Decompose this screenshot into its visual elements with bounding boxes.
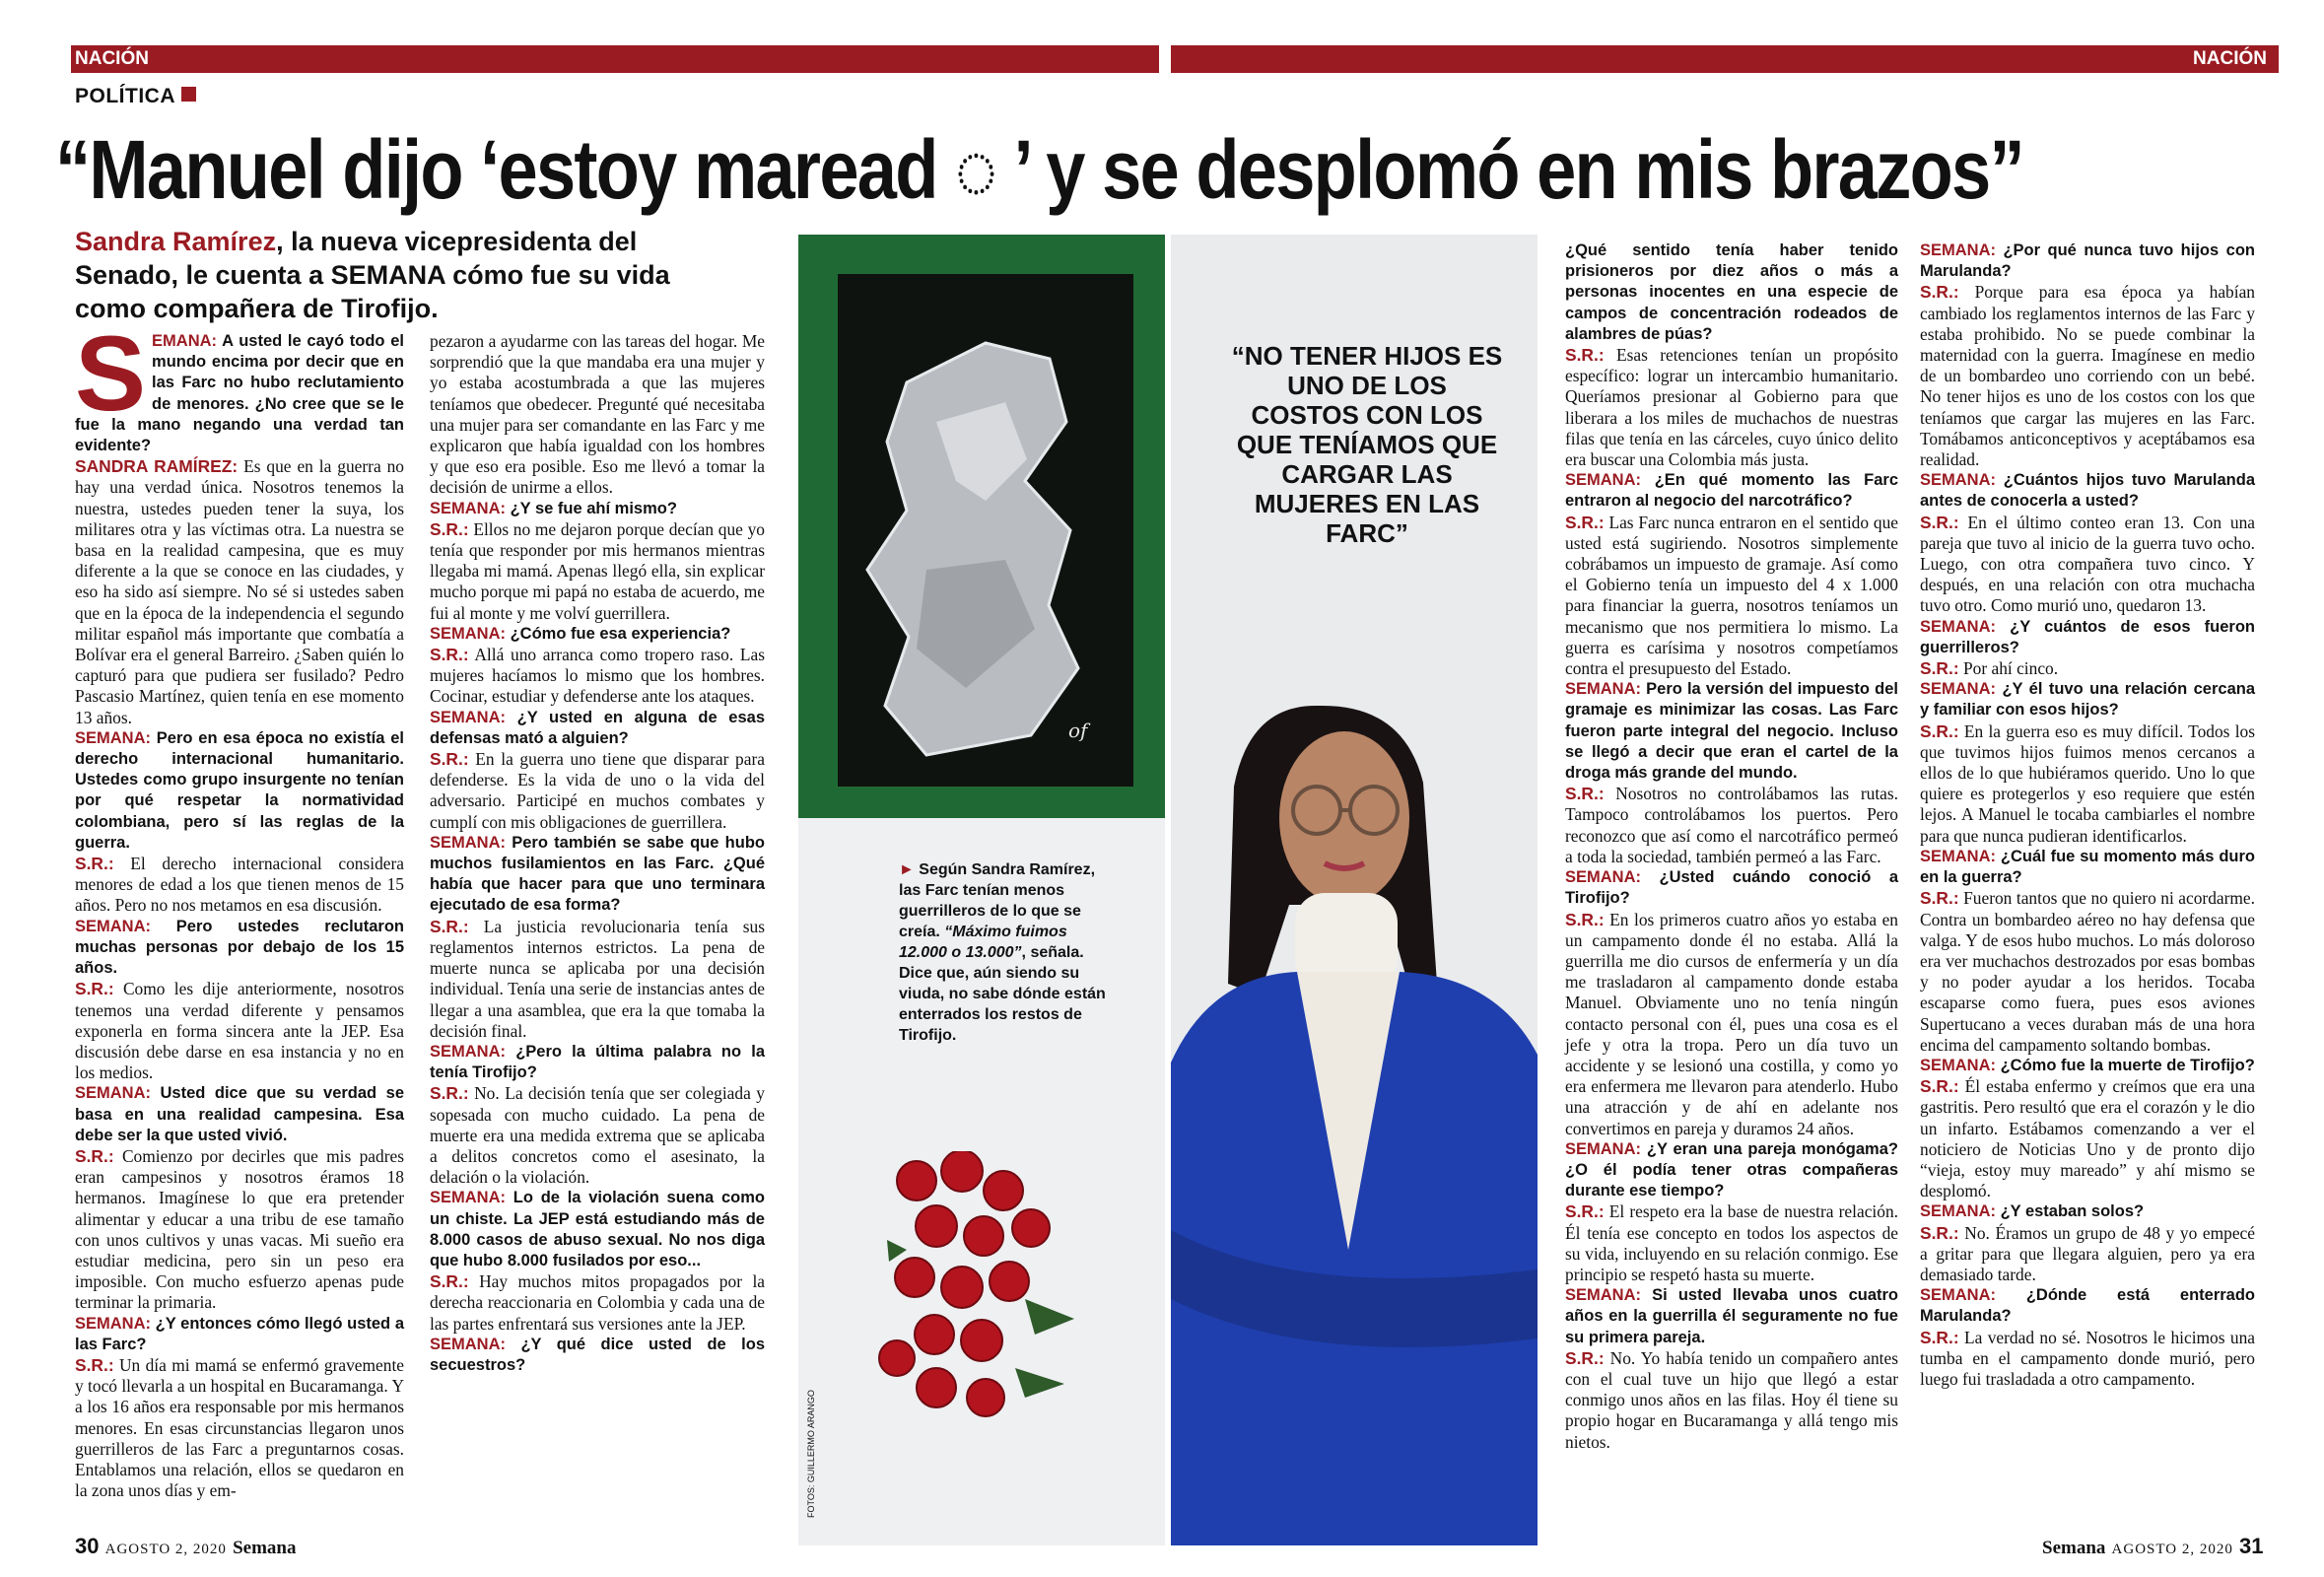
question-paragraph — [1565, 867, 1898, 909]
question-paragraph — [430, 499, 765, 519]
question-paragraph — [1565, 679, 1898, 784]
paragraph-text: No. Yo había tenido un compañero antes con el cual tuve un hijo que llegó a estar conmigo unos años en las filas. Hoy él tiene su propio hogar en Bucaramanga y allá tengo mis nietos. — [1565, 1347, 1898, 1452]
speaker-label: S.R.: — [1565, 512, 1605, 532]
speaker-label: S.R.: — [430, 645, 469, 665]
speaker-label: SEMANA: — [1565, 1139, 1641, 1158]
speaker-label: SEMANA: — [430, 624, 506, 643]
question-paragraph — [430, 708, 765, 749]
paragraph-text: ¿Y usted en alguna de esas defensas mató a alguien? — [430, 708, 765, 747]
question-paragraph — [430, 624, 765, 645]
question-paragraph — [1920, 240, 2255, 282]
paragraph-text: Como les dije anteriormente, nosotros tenemos una verdad diferente y pensamos exponerla en forma sincera ante la JEP. Esa discusión debe darse en esa instancia y no en los medios. — [75, 979, 404, 1083]
roses-bouquet — [877, 1151, 1114, 1447]
speaker-label: S.R.: — [1920, 512, 1959, 532]
section-label-left: NACIÓN — [75, 48, 149, 69]
paragraph-text: ¿Cuántos hijos tuvo Marulanda antes de conocerla a usted? — [1920, 471, 2255, 511]
paragraph-text: ¿Y se fue ahí mismo? — [506, 499, 677, 517]
speaker-label: SEMANA: — [1920, 617, 1996, 636]
speaker-label: SEMANA: — [1920, 1056, 1996, 1074]
speaker-label: SEMANA: — [1565, 680, 1641, 699]
paragraph-text: Allá uno arranca como tropero raso. Las mujeres hacíamos lo mismo que los hombres. Cocinar, estudiar y defenderse ante los ataques. — [430, 645, 765, 707]
page-number-left: 30 — [75, 1534, 100, 1558]
question-paragraph — [1920, 1056, 2255, 1076]
paragraph-text: Las Farc nunca entraron en el sentido que usted está sugiriendo. Nosotros simplemente cobrábamos un impuesto de gramaje. Así como el Gobierno tenía un impuesto del 4 x 1.000 para financiar la guerra, nosotros teníamos un mecanismo que nos permitiera lo mismo. La guerra es carísima y nosotros competíamos contra el presupuesto del Estado. — [1565, 512, 1898, 679]
question-paragraph — [75, 313, 404, 456]
artwork-canvas — [838, 274, 1133, 787]
question-paragraph — [75, 917, 404, 980]
paragraph-text: ¿Pero la última palabra no la tenía Tirofijo? — [430, 1042, 765, 1082]
footer-brand-left: Semana — [233, 1538, 297, 1558]
speaker-label: EMANA: — [152, 332, 218, 350]
answer-paragraph — [1920, 1223, 2255, 1286]
question-paragraph — [1565, 1285, 1898, 1348]
question-paragraph — [1920, 470, 2255, 512]
paragraph-text: ¿Qué sentido tenía haber tenido prisioneros por diez años o más a personas inocentes en una especie de campos de concentración rodeados de alambres de púas? — [1565, 241, 1898, 343]
framed-artwork — [798, 235, 1165, 818]
footer-brand-right: Semana — [2042, 1538, 2106, 1558]
speaker-label: S.R.: — [1565, 1201, 1605, 1222]
answer-paragraph — [1920, 658, 2255, 679]
rubric-label: POLÍTICA — [75, 85, 175, 107]
paragraph-text: ¿Dónde está enterrado Marulanda? — [1920, 1286, 2255, 1326]
drop-cap: S — [75, 313, 147, 433]
pull-quote: “NO TENER HIJOS ES UNO DE LOS COSTOS CON LOS QUE TENÍAMOS QUE CARGAR LAS MUJERES EN LAS FARC” — [1231, 341, 1503, 548]
question-paragraph — [1920, 847, 2255, 888]
speaker-label: SEMANA: — [430, 708, 506, 726]
paragraph-text: ¿Y entonces cómo llegó usted a las Farc? — [75, 1314, 404, 1353]
paragraph-text: Esas retenciones tenían un propósito específico: lograr un intercambio humanitario. Queríamos presionar al Gobierno para que liberara a los miles de muchachos de nuestras filas que tenía en las cárceles, cuyo único delito era buscar una Colombia más justa. — [1565, 345, 1898, 470]
paragraph-text: Fueron tantos que no quiero ni acordarme. Contra un bombardeo aéreo no hay defensa que valga. Y de esos hubo muchos. Lo más doloroso era ver muchachos destrozados por esas bombas y no poder ayudar a los heridos. Tocaba escaparse como fuera, pues esos aviones Supertucano a veces duraban más de una hora encima del campamento soltando bombas. — [1920, 888, 2255, 1055]
question-paragraph — [1920, 617, 2255, 658]
answer-paragraph — [1565, 784, 1898, 867]
speaker-label: S.R.: — [75, 1354, 114, 1375]
paragraph-text: Hay muchos mitos propagados por la derecha reaccionaria en Colombia y cada una de las partes enfrentará sus versiones ante la JEP. — [430, 1271, 765, 1334]
paragraph-text: ¿Y cuántos de esos fueron guerrilleros? — [1920, 617, 2255, 656]
photo-credit: FOTOS: GUILLERMO ARANGO — [806, 1390, 816, 1518]
speaker-label: S.R.: — [1920, 658, 1959, 679]
paragraph-text: Nosotros no controlábamos las rutas. Tampoco controlábamos los puertos. Pero reconozco que así como el narcotráfico permeó a toda la sociedad, también permeó a las Farc. — [1565, 784, 1898, 866]
speaker-label: S.R.: — [1920, 888, 1959, 909]
answer-paragraph — [430, 331, 765, 499]
answer-paragraph — [1920, 282, 2255, 470]
paragraph-text: ¿Usted cuándo conoció a Tirofijo? — [1565, 868, 1898, 908]
footer-date-left: AGOSTO 2, 2020 — [104, 1542, 227, 1557]
speaker-label: S.R.: — [1920, 1327, 1959, 1347]
paragraph-text: Usted dice que su verdad se basa en una realidad campesina. Esa debe ser la que usted vivió. — [75, 1084, 404, 1144]
paragraph-text: Pero ustedes reclutaron muchas personas por debajo de los 15 años. — [75, 917, 404, 978]
speaker-label: S.R.: — [430, 1083, 469, 1104]
footer-left — [75, 1534, 296, 1559]
answer-paragraph — [1920, 1328, 2255, 1391]
caption-quote: “Máximo fuimos 12.000 o 13.000” — [899, 924, 1067, 961]
question-paragraph — [75, 728, 404, 854]
speaker-label: S.R.: — [1920, 282, 1959, 303]
speaker-label: SANDRA RAMÍREZ: — [75, 456, 239, 477]
rubric — [75, 85, 196, 108]
speaker-label: S.R.: — [1920, 1076, 1959, 1097]
paragraph-text: Pero en esa época no existía el derecho internacional humanitario. Ustedes como grupo insurgente no tenían por qué respetar la normatividad colombiana, pero sí las reglas de la guerra. — [75, 728, 404, 852]
deck-text: , la nueva vicepresidenta del Senado, le cuenta a SEMANA cómo fue su vida como compañera de Tirofijo. — [75, 227, 670, 323]
silver-portrait-relief — [838, 274, 1133, 787]
answer-paragraph — [75, 456, 404, 728]
question-paragraph — [1565, 470, 1898, 512]
answer-paragraph — [430, 749, 765, 833]
question-paragraph — [1565, 1139, 1898, 1202]
paragraph-text: La verdad no sé. Nosotros le hicimos una tumba en el campamento donde murió, pero luego fui trasladada a otro campamento. — [1920, 1327, 2255, 1389]
paragraph-text: Comienzo por decirles que mis padres eran campesinos y nosotros éramos 18 hermanos. Imagínese lo que era pretender alimentar y educar a una tribu de ese tamaño con unos cultivos y unas vacas. Mi sueño era estudiar medicina, pero sin un peso era imposible. Con mucho esfuerzo apenas pude terminar la primaria. — [75, 1145, 404, 1313]
speaker-label: SEMANA: — [430, 1335, 506, 1353]
speaker-label: S.R.: — [1565, 345, 1605, 366]
answer-paragraph — [430, 645, 765, 708]
paragraph-text: En la guerra uno tiene que disparar para defenderse. Es la vida de uno o la vida del adversario. Participé en muchos combates y cumplí con mis obligaciones de guerrillera. — [430, 749, 765, 832]
paragraph-text: ¿En qué momento las Farc entraron al negocio del narcotráfico? — [1565, 471, 1898, 511]
speaker-label: S.R.: — [430, 518, 469, 539]
answer-paragraph — [1565, 910, 1898, 1139]
question-paragraph — [430, 1188, 765, 1271]
paragraph-text: En la guerra eso es muy difícil. Todos los que tuvimos hijos fuimos menos cercanos a ellos de lo que hubiéramos querido. Uno lo que quiere es protegerlos y eso requiere que estén lejos. A Manuel le tocaba cambiarles el nombre para que nunca pudieran identificarlos. — [1920, 720, 2255, 846]
speaker-label: SEMANA: — [430, 1042, 506, 1061]
speaker-label: SEMANA: — [75, 1084, 151, 1103]
photo-caption — [899, 859, 1116, 1046]
deck-name: Sandra Ramírez — [75, 227, 277, 256]
answer-paragraph — [1920, 513, 2255, 617]
question-paragraph — [75, 1314, 404, 1355]
speaker-label: SEMANA: — [1565, 1286, 1641, 1305]
question-paragraph — [430, 1042, 765, 1083]
speaker-label: S.R.: — [1565, 909, 1605, 929]
speaker-label: S.R.: — [75, 979, 114, 999]
question-paragraph — [1920, 1285, 2255, 1327]
speaker-label: S.R.: — [1565, 1347, 1605, 1368]
section-bar-left — [71, 45, 1159, 73]
question-paragraph — [430, 1335, 765, 1376]
question-paragraph — [1920, 679, 2255, 720]
paragraph-text: Si usted llevaba unos cuatro años en la guerrilla él seguramente no fue su primera pareja. — [1565, 1286, 1898, 1346]
paragraph-text: No. La decisión tenía que ser colegiada y sopesada con mucho cuidado. La pena de muerte era una medida extrema que se aplicaba a delitos concretos como el asesinato, la delación o la violación. — [430, 1083, 765, 1188]
paragraph-text: Es que en la guerra no hay una verdad única. Nosotros tenemos la nuestra, ustedes pueden tener la suya, los militares otra y las víctimas otra. La nuestra se basa en la realidad campesina, que es muy diferente a la que se conoce en las ciudades, y eso ha sido así siempre. No sé si ustedes saben que en la época de la independencia el segundo militar español más importante que combatía a Bolívar era el general Barreiro. ¿Saben quién lo capturó para que pudiera ser fusilado? Pedro Pascasio Martínez, quien tenía en ese momento 13 años. — [75, 456, 404, 727]
paragraph-text: No. Éramos un grupo de 48 y yo empecé a gritar para que llegara alguien, pero ya era demasiado tarde. — [1920, 1222, 2255, 1284]
speaker-label: SEMANA: — [1920, 471, 1996, 490]
paragraph-text: Él estaba enfermo y creímos que era una gastritis. Pero resultó que era el corazón y le dio un infarto. Estábamos comenzando a ver el noticiero de Noticias Uno y de pronto dijo “vieja, estoy muy mareado” y ahí mismo se desplomó. — [1920, 1076, 2255, 1201]
speaker-label: S.R.: — [1565, 784, 1605, 804]
speaker-label: SEMANA: — [430, 499, 506, 517]
answer-paragraph — [430, 1271, 765, 1335]
answer-paragraph — [1565, 1348, 1898, 1453]
speaker-label: SEMANA: — [75, 917, 151, 935]
footer-date-right: AGOSTO 2, 2020 — [2111, 1542, 2233, 1557]
article-column-1 — [75, 313, 405, 1501]
paragraph-text: Porque para esa época ya habían cambiado los reglamentos internos de las Farc y estaba prohibido. No se puede combinar la maternidad con la guerra. Imagínese en medio de un bombardeo uno corriendo con un bebé. No tener hijos es uno de los costos con los que teníamos que cargar las mujeres en las Farc. Tomábamos anticonceptivos y aceptábamos esa realidad. — [1920, 282, 2255, 470]
paragraph-text: Ellos no me dejaron porque decían que yo tenía que responder por mis hermanos mientras llegaba mi mamá. Apenas llegó ella, sin explicar mucho porque mi papá no estaba de acuerdo, me fui al monte y me volví guerrillera. — [430, 518, 765, 623]
speaker-label: S.R.: — [430, 749, 469, 770]
answer-paragraph — [1920, 721, 2255, 847]
answer-paragraph — [75, 1146, 404, 1314]
speaker-label: S.R.: — [75, 1145, 114, 1166]
speaker-label: SEMANA: — [75, 728, 151, 747]
footer-right — [2042, 1534, 2263, 1559]
paragraph-text: ¿Y estaban solos? — [1996, 1202, 2145, 1221]
paragraph-text: Por ahí cinco. — [1958, 658, 2059, 679]
question-paragraph — [75, 1083, 404, 1146]
page-number-right: 31 — [2238, 1534, 2264, 1558]
paragraph-text: Pero también se sabe que hubo muchos fusilamientos en las Farc. ¿Qué había que hacer para que uno terminara ejecutado de esa forma? — [430, 833, 765, 915]
paragraph-text: Un día mi mamá se enfermó gravemente y tocó llevarla a un hospital en Bucaramanga. Y a los 16 años era responsable por mis hermanos menores. En esas circunstancias llegaron unos guerrilleros de las Farc a preguntarnos cosas. Entablamos una relación, ellos se quedaron en la zona unos días y em- — [75, 1354, 405, 1501]
speaker-label: SEMANA: — [75, 1314, 151, 1333]
answer-paragraph — [1920, 1076, 2255, 1201]
caption-text-2: , señala. Dice que, aún siendo su viuda, no sabe dónde están enterrados los restos de Tirofijo. — [899, 944, 1106, 1044]
paragraph-text: En el último conteo eran 13. Con una pareja que tuvo al inicio de la guerra tuvo ocho. Luego, con otra compañera tuvo cinco. Y después, en una relación con otra muchacha tuvo otro. Como murió uno, quedaron 13. — [1920, 512, 2255, 616]
speaker-label: SEMANA: — [1565, 868, 1641, 887]
question-paragraph — [1920, 1201, 2255, 1222]
speaker-label: SEMANA: — [1920, 241, 1996, 259]
rubric-square-icon — [181, 87, 196, 102]
speaker-label: SEMANA: — [1920, 680, 1996, 699]
speaker-label: SEMANA: — [1920, 1286, 1996, 1305]
speaker-label: SEMANA: — [1920, 1202, 1996, 1221]
paragraph-text: La justicia revolucionaria tenía sus reglamentos internos estrictos. La pena de muerte nunca se aplicaba por una decisión individual. Tenía una serie de instancias antes de llegar a una asamblea, que era la que tomaba la decisión final. — [430, 916, 765, 1041]
paragraph-text: El respeto era la base de nuestra relación. Él tenía ese concepto en todos los aspectos de su vida, incluyendo en su relación conmigo. Ese principio se respetó hasta su muerte. — [1565, 1201, 1898, 1284]
deck — [75, 225, 735, 325]
paragraph-text: Pero la versión del impuesto del gramaje es minimizar las cosas. Las Farc fueron parte integral del negocio. Incluso se llegó a decir que eran el cartel de la droga más grande del mundo. — [1565, 680, 1898, 783]
paragraph-text: ¿Y él tuvo una relación cercana y familiar con esos hijos? — [1920, 680, 2255, 720]
article-column-2 — [430, 331, 765, 1376]
answer-paragraph — [430, 1083, 765, 1188]
answer-paragraph — [1565, 345, 1898, 470]
section-label-right: NACIÓN — [2193, 48, 2267, 69]
section-bar-right — [1171, 45, 2279, 73]
caption-text-1: Según Sandra Ramírez, las Farc tenían menos guerrilleros de lo que se creía. — [899, 861, 1096, 940]
answer-paragraph — [75, 979, 404, 1083]
speaker-label: S.R.: — [75, 854, 114, 874]
speaker-label: SEMANA: — [1920, 847, 1996, 865]
caption-arrow-icon: ► — [899, 861, 915, 878]
speaker-label: SEMANA: — [430, 833, 506, 852]
paragraph-text: ¿Por qué nunca tuvo hijos con Marulanda? — [1920, 241, 2255, 281]
paragraph-text: A usted le cayó todo el mundo encima por decir que en las Farc no hubo reclutamiento de menores. ¿No cree que se le fue la mano negando una verdad tan evidente? — [75, 332, 404, 455]
question-paragraph — [1565, 240, 1898, 345]
paragraph-text: ¿Cómo fue la muerte de Tirofijo? — [1996, 1056, 2255, 1074]
paragraph-text: El derecho internacional considera menores de edad a los que tienen menos de 15 años. Pero no nos metamos en esa discusión. — [75, 854, 404, 916]
headline: “Manuel dijo ‘estoy maread ◌ ’ y se desplomó en mis brazos” — [55, 123, 2023, 216]
answer-paragraph — [1565, 513, 1898, 680]
answer-paragraph — [430, 519, 765, 624]
answer-paragraph — [1920, 888, 2255, 1056]
svg-text:of: of — [1068, 719, 1088, 742]
paragraph-text: ¿Y eran una pareja monógama? ¿O él podía tener otras compañeras durante ese tiempo? — [1565, 1139, 1898, 1200]
answer-paragraph — [430, 917, 765, 1042]
speaker-label: S.R.: — [430, 1271, 469, 1292]
paragraph-text: ¿Cuál fue su momento más duro en la guerra? — [1920, 847, 2255, 887]
answer-paragraph — [1565, 1201, 1898, 1285]
paragraph-text: pezaron a ayudarme con las tareas del hogar. Me sorprendió que la que mandaba era una mujer y yo estaba acostumbrada a que las mujeres teníamos que obedecer. Pregunté qué necesitaba una mujer para ser comandante en las Farc y me explicaron que había igualdad con los hombres y que eso era posible. Eso me llevó a tomar la decisión de unirme a ellos. — [430, 331, 765, 498]
paragraph-text: ¿Cómo fue esa experiencia? — [506, 624, 731, 643]
answer-paragraph — [75, 854, 404, 917]
article-column-3 — [1565, 240, 1898, 1453]
question-paragraph — [430, 833, 765, 917]
paragraph-text: Lo de la violación suena como un chiste. La JEP está estudiando más de 8.000 casos de abuso sexual. No nos diga que hubo 8.000 fusilados por eso... — [430, 1189, 765, 1269]
speaker-label: S.R.: — [1920, 1222, 1959, 1243]
speaker-label: S.R.: — [430, 916, 469, 936]
answer-paragraph — [75, 1355, 404, 1501]
paragraph-text: En los primeros cuatro años yo estaba en un campamento donde él no estaba. Allá la guerrilla me dio cursos de enfermería y un día me trasladaron al campamento donde estaba Manuel. Obviamente uno no tenía ningún contacto personal con él, pues una cosa es el jefe y otra la tropa. Pero un día tuvo un accidente y se lesionó una costilla, y como yo era enfermera me llevaron para atenderlo. Hubo una atracción y de ahí en adelante nos convertimos en pareja y duramos 24 años. — [1565, 909, 1898, 1138]
speaker-label: SEMANA: — [1565, 471, 1641, 490]
article-column-4 — [1920, 240, 2255, 1390]
speaker-label: SEMANA: — [430, 1189, 506, 1207]
paragraph-text: ¿Y qué dice usted de los secuestros? — [430, 1335, 765, 1374]
speaker-label: S.R.: — [1920, 720, 1959, 741]
